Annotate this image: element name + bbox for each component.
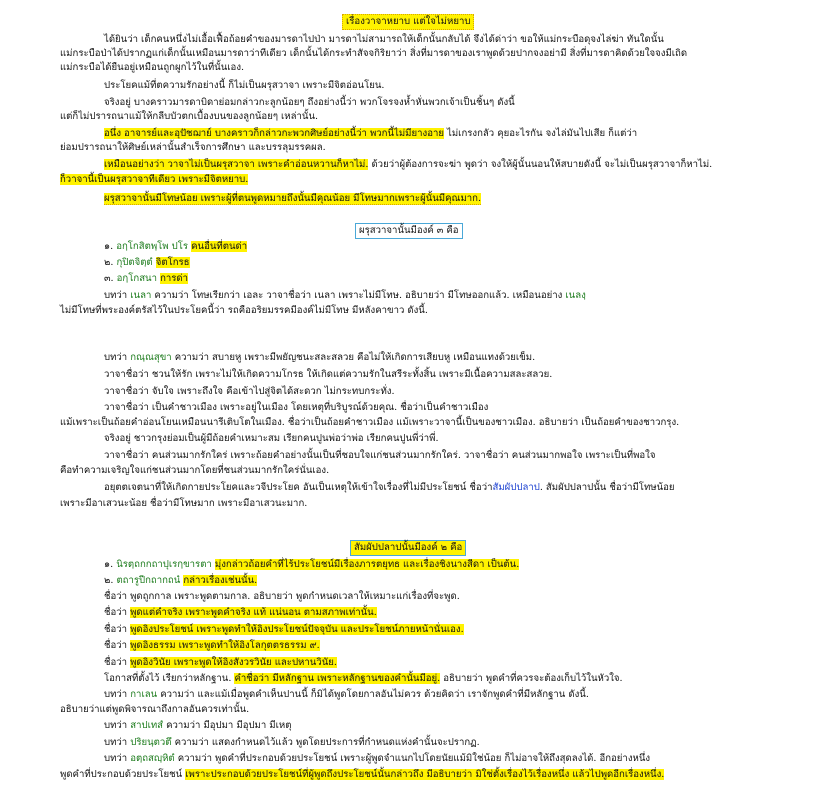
highlighted-text: เหมือนอย่างว่า วาจาไม่เป็นผรุสวาจา เพราะคำอ่อนหวานก็หาไม่. bbox=[104, 159, 369, 170]
paragraph-line: วาจาชื่อว่า จับใจ เพราะถึงใจ คือเข้าไปสู่จิตได้สะดวก ไม่กระทบกระทั่ง. bbox=[104, 386, 395, 397]
paragraph-line bbox=[104, 752, 650, 765]
item-number: ๑. bbox=[104, 241, 114, 252]
paragraph-text: ความว่า สบายหู เพราะมีพยัญชนะสละสลวย คือไม่ให้เกิดการเสียบหู เหมือนแทงด้วยเข็ม. bbox=[171, 352, 536, 363]
paragraph-text: ความว่า และแม้เมื่อพูดคำเห็นปานนี้ ก็มิได้พูดโดยกาลอันไม่ควร ด้วยคิดว่า เราจักพูดคำที่มีหลักฐาน ดังนี้. bbox=[157, 689, 589, 700]
section-title-idle-talk-factors: สัมผัปปลาปนั้นมีองค์ ๒ คือ bbox=[350, 540, 466, 556]
highlighted-text: ผรุสวาจานั้นมีโทษน้อย เพราะผู้ที่ตนพูดหมายถึงนั้นมีคุณน้อย มีโทษมากเพราะผู้นั้นมีคุณมาก. bbox=[104, 193, 482, 204]
pali-term: กาเลน bbox=[130, 689, 158, 700]
pali-term: อตฺถสญฺหิตํ bbox=[130, 753, 175, 764]
paragraph-line bbox=[104, 656, 337, 669]
paragraph-text: อธิบายว่า พูดคำที่ควรจะต้องเก็บไว้ในหัวใจ. bbox=[440, 673, 623, 684]
thai-meaning: คนอื่นที่ตนด่า bbox=[191, 241, 248, 252]
paragraph-line bbox=[104, 481, 675, 494]
paragraph-line bbox=[104, 688, 589, 701]
item-number: ๑. bbox=[104, 559, 114, 570]
paragraph-line: ประโยคแม้ที่ตความรักอย่างนี้ ก็ไม่เป็นผรุสวาจา เพราะมีจิตอ่อนโยน. bbox=[104, 80, 385, 91]
paragraph-text: พูดคำที่ประกอบด้วยประโยชน์ bbox=[60, 769, 186, 780]
paragraph-text: ความว่า โทษเรียกว่า เอละ วาจาชื่อว่า เนลา เพราะไม่มีโทษ. อธิบายว่า มีโทษออกแล้ว. เหมือนอย่าง bbox=[151, 290, 566, 301]
paragraph-line bbox=[60, 768, 664, 781]
paragraph-text: อยุตตเจตนาที่ให้เกิดกายประโยคและวจีประโยค อันเป็นเหตุให้เข้าใจเรื่องที่ไม่มีประโยชน์ ชื่อว่า bbox=[104, 482, 493, 493]
paragraph-text: ชื่อว่า bbox=[104, 640, 131, 651]
paragraph-line bbox=[104, 192, 481, 205]
pali-term: เนลงฺ bbox=[565, 290, 586, 301]
paragraph-line bbox=[104, 672, 623, 685]
term-link: สัมผัปปลาป bbox=[492, 482, 540, 493]
pali-term: ตถารูปีกถากถนํ bbox=[116, 575, 181, 586]
paragraph-line: ชื่อว่า พูดถูกกาล เพราะพูดตามกาล. อธิบายว่า พูดกำหนดเวลาให้เหมาะแก่เรื่องที่จะพูด. bbox=[104, 591, 460, 602]
paragraph-line bbox=[104, 158, 712, 171]
paragraph-text: บทว่า bbox=[104, 689, 131, 700]
pali-term: สาปเทสํ bbox=[130, 720, 164, 731]
paragraph-text: ชื่อว่า bbox=[104, 624, 131, 635]
paragraph-line bbox=[104, 351, 535, 364]
paragraph-text: . สัมผัปปลาปนั้น ชื่อว่ามีโทษน้อย bbox=[539, 482, 675, 493]
paragraph-line: เพราะมีอาเสวนะน้อย ชื่อว่ามีโทษมาก เพราะมีอาเสวนะมาก. bbox=[60, 498, 308, 509]
paragraph-text: ชื่อว่า bbox=[104, 657, 131, 668]
highlighted-text: พูดอิงวินัย เพราะพูดให้อิงสังวรวินัย และปหานวินัย. bbox=[130, 657, 337, 668]
highlighted-text: พูดอิงประโยชน์ เพราะพูดทำให้อิงประโยชน์ปัจจุบัน และประโยชน์ภายหน้านั่นเอง. bbox=[130, 624, 464, 635]
paragraph-line: คือทำความเจริญใจแก่ชนส่วนมากโดยที่ชนส่วนมากรักใคร่นั่นเอง. bbox=[60, 465, 330, 476]
paragraph-line bbox=[60, 173, 248, 186]
thai-meaning: จิตโกรธ bbox=[155, 257, 190, 268]
paragraph-line bbox=[104, 736, 480, 749]
paragraph-line: วาจาชื่อว่า คนส่วนมากรักใคร่ เพราะถ้อยคำอย่างนั้นเป็นที่ชอบใจแก่ชนส่วนมากรักใคร่. วาจาชื่อว่า คนส่วนมากพอใจ เพราะเป็นที่พอใจ bbox=[104, 450, 656, 461]
list-item bbox=[104, 240, 247, 253]
highlighted-text: อนึ่ง อาจารย์และอุปัชฌาย์ บางคราวก็กล่าวกะพวกศิษย์อย่างนี้ว่า พวกนี้ไม่มียางอาย bbox=[104, 128, 444, 139]
paragraph-line: จริงอยู่ บางคราวมารดาบิดาย่อมกล่าวกะลูกน้อยๆ ถึงอย่างนี้ว่า พวกโจรจงห้ำหั่นพวกเจ้าเป็นชิ้นๆ ดังนี้ bbox=[104, 97, 515, 108]
paragraph-text: บทว่า bbox=[104, 352, 131, 363]
section-title-harsh-speech-factors: ผรุสวาจานั้นมีองค์ ๓ คือ bbox=[355, 223, 463, 239]
paragraph-line: แต่ก็ไม่ปรารถนาแม้ให้กลีบบัวตกเบื้องบนของลูกน้อยๆ เหล่านั้น. bbox=[60, 111, 319, 122]
highlighted-text: คำชื่อว่า มีหลักฐาน เพราะหลักฐานของคำนั้นมีอยู่. bbox=[234, 673, 441, 684]
pali-term: นิรตฺถกกถาปุเรกฺขารตา bbox=[116, 559, 212, 570]
pali-term: อกฺโกสนา bbox=[116, 273, 158, 284]
paragraph-line bbox=[104, 623, 464, 636]
pali-term: กณฺณสุขา bbox=[130, 352, 172, 363]
paragraph-line bbox=[104, 606, 377, 619]
paragraph-line bbox=[104, 127, 637, 140]
item-number: ๓. bbox=[104, 273, 114, 284]
paragraph-text: บทว่า bbox=[104, 753, 131, 764]
highlighted-text: พูดแต่คำจริง เพราะพูดคำจริง แท้ แน่นอน ตามสภาพเท่านั้น. bbox=[130, 607, 377, 618]
paragraph-line: วาจาชื่อว่า เป็นคำชาวเมือง เพราะอยู่ในเมือง โดยเหตุที่บริบูรณ์ด้วยคุณ. ชื่อว่าเป็นคำชาวเมือง bbox=[104, 402, 489, 413]
paragraph-text: ด้วยว่าผู้ต้องการจะฆ่า พูดว่า จงให้ผู้นั้นนอนให้สบายดังนี้ จะไม่เป็นผรุสวาจาก็หาไม่. bbox=[368, 159, 713, 170]
paragraph-line: แม่กระบือได้ยืนอยู่เหมือนถูกผูกไว้ในที่นั้นเอง. bbox=[60, 62, 245, 73]
paragraph-line bbox=[104, 289, 586, 302]
thai-meaning: การด่า bbox=[160, 273, 189, 284]
highlighted-text: ก็วาจานี้เป็นผรุสวาจาทีเดียว เพราะมีจิตหยาบ. bbox=[60, 174, 249, 185]
highlighted-text: พูดอิงธรรม เพราะพูดทำให้อิงโลกุตตรธรรม ๙. bbox=[130, 640, 320, 651]
paragraph-text: ความว่า แสดงกำหนดไว้แล้ว พูดโดยประการที่กำหนดแห่งคำนั้นจะปรากฏ. bbox=[171, 737, 480, 748]
paragraph-line bbox=[104, 719, 291, 732]
paragraph-line: แม่กระบือป่าได้ปรากฏแก่เด็กนั้นเหมือนมารดาว่าทีเดียว เด็กนั้นได้กระทำสัจจกิริยาว่า สิ่งที่มารดาของเราพูดด้วยปากจงอย่ามี สิ่งที่มารดาคิดด้วยใจจงมีเถิด bbox=[60, 48, 688, 59]
section-title-harsh-speech: เรื่องวาจาหยาบ แต่ใจไม่หยาบ bbox=[342, 14, 474, 30]
paragraph-line: จริงอยู่ ชาวกรุงย่อมเป็นผู้มีถ้อยคำเหมาะสม เรียกคนปูนพ่อว่าพ่อ เรียกคนปูนพี่ว่าพี่. bbox=[104, 433, 439, 444]
paragraph-line: ได้ยินว่า เด็กคนหนึ่งไม่เอื้อเฟื้อถ้อยคำของมารดาไปป่า มารดาไม่สามารถให้เด็กนั้นกลับได้ จึงได้ด่าว่า ขอให้แม่กระบือดุจงไล่ฆ่า ทันใดนั้น bbox=[104, 34, 664, 45]
item-number: ๒. bbox=[104, 575, 114, 586]
paragraph-text: โอกาสที่ตั้งไว้ เรียกว่าหลักฐาน. bbox=[104, 673, 235, 684]
pali-term: ปริยนฺตวตึ bbox=[130, 737, 172, 748]
highlighted-text: เพราะประกอบด้วยประโยชน์ที่ผู้พูดถึงประโยชน์นั้นกล่าวถึง มีอธิบายว่า มิใช่ตั้งเรื่องไว้เรื่องหนึ่ง แล้วไปพูดอีกเรื่องหนึ่ง. bbox=[185, 769, 665, 780]
paragraph-line: ไม่มีโทษที่พระองค์ตรัสไว้ในประโยคนี้ว่า รถคืออริยมรรคมีองค์ไม่มีโทษ มีหลังคาขาว ดังนี้. bbox=[60, 305, 428, 316]
paragraph-text: บทว่า bbox=[104, 290, 131, 301]
paragraph-text: บทว่า bbox=[104, 737, 131, 748]
paragraph-text: ความว่า มีอุปมา มีอุปมา มีเหตุ bbox=[163, 720, 292, 731]
pali-term: อกฺโกสิตพฺโพ ปโร bbox=[116, 241, 189, 252]
pali-term: กุปิตจิตฺตํ bbox=[116, 257, 153, 268]
paragraph-text: บทว่า bbox=[104, 720, 131, 731]
paragraph-text: ชื่อว่า bbox=[104, 607, 131, 618]
paragraph-line bbox=[104, 639, 320, 652]
thai-meaning: มุ่งกล่าวถ้อยคำที่ไร้ประโยชน์มีเรื่องภารตยุทธ และเรื่องชิงนางสีดา เป็นต้น. bbox=[214, 559, 520, 570]
item-number: ๒. bbox=[104, 257, 114, 268]
paragraph-line: แม้เพราะเป็นถ้อยคำอ่อนโยนเหมือนนารีเติบโตในเมือง. ชื่อว่าเป็นถ้อยคำชาวเมือง แม้เพราะวาจานี้เป็นของชาวเมือง. อธิบายว่า เป็นถ้อยคำของชาวกรุง. bbox=[60, 417, 680, 428]
list-item bbox=[104, 558, 519, 571]
thai-meaning: กล่าวเรื่องเช่นนั้น. bbox=[183, 575, 258, 586]
list-item bbox=[104, 574, 257, 587]
list-item bbox=[104, 256, 190, 269]
paragraph-line: วาจาชื่อว่า ชวนให้รัก เพราะไม่ให้เกิดความโกรธ ให้เกิดแต่ความรักในสรีระทั้งสิ้น เพราะมีเนื้อความสละสลวย. bbox=[104, 369, 553, 380]
paragraph-text: ความว่า พูดคำที่ประกอบด้วยประโยชน์ เพราะผู้พูดจำแนกไปโดยนัยแม้มิใช่น้อย ก็ไม่อาจให้ถึงสุดลงได้. อีกอย่างหนึ่ง bbox=[174, 753, 651, 764]
list-item bbox=[104, 272, 188, 285]
paragraph-line: ย่อมปรารถนาให้ศิษย์เหล่านั้นสำเร็จการศึกษา และบรรลุมรรคผล. bbox=[60, 142, 326, 153]
paragraph-text: ไม่เกรงกลัว คุยอะไรกัน จงไล่มันไปเสีย ก็แต่ว่า bbox=[443, 128, 638, 139]
pali-term: เนลา bbox=[130, 290, 152, 301]
paragraph-line: อธิบายว่าแต่พูดพิจารณาถึงกาลอันควรเท่านั้น. bbox=[60, 704, 250, 715]
